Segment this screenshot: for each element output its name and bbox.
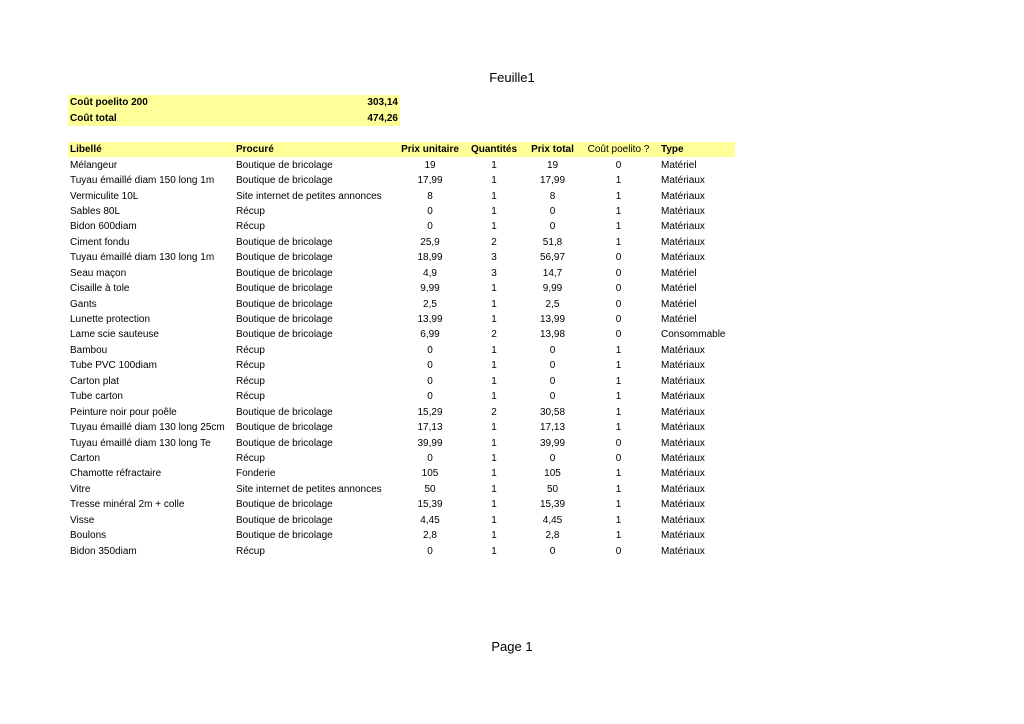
cell-type: Matériaux [661,375,705,387]
cell-prix-total: 0 [549,375,556,387]
cell-quantites: 1 [491,190,497,202]
summary-value: 303,14 [360,95,400,111]
summary-row [68,95,400,111]
cell-libelle: Lame scie sauteuse [70,329,159,341]
cell-libelle: Vitre [70,483,91,495]
cell-cout-poelito: 0 [615,329,622,341]
cell-cout-poelito: 1 [615,344,622,356]
cell-quantites: 2 [491,329,497,341]
cell-libelle: Seau maçon [70,267,127,279]
cell-cout-poelito: 1 [615,406,622,418]
cell-prix-total: 14,7 [542,267,563,279]
cell-libelle: Tresse minéral 2m + colle [70,499,185,511]
col-header-procure: Procuré [234,142,399,157]
cell-libelle: Tuyau émaillé diam 130 long Te [70,437,211,449]
cell-type: Matériaux [661,530,705,542]
cell-type: Matériaux [661,437,705,449]
cell-quantites: 1 [491,283,497,295]
table-row [68,343,735,358]
cell-procure: Boutique de bricolage [236,314,333,326]
cell-type: Matériel [661,267,697,279]
sheet-title: Feuille1 [489,70,535,85]
table-row [68,497,735,512]
cell-procure: Boutique de bricolage [236,406,333,418]
table-row [68,281,735,296]
cell-prix-total: 0 [549,391,556,403]
cell-quantites: 1 [491,175,497,187]
cell-cout-poelito: 1 [615,499,622,511]
cell-prix-total: 2,8 [545,530,560,542]
table-row [68,312,735,327]
cell-prix-total: 15,39 [539,499,566,511]
cell-quantites: 2 [491,236,497,248]
cell-prix-unitaire: 6,99 [420,329,440,341]
cell-type: Consommable [661,329,726,341]
cell-cout-poelito: 1 [615,175,622,187]
cell-prix-unitaire: 50 [424,483,436,495]
cell-quantites: 1 [491,437,497,449]
cell-type: Matériaux [661,221,705,233]
cell-libelle: Tuyau émaillé diam 130 long 25cm [70,422,225,434]
cell-procure: Récup [236,545,265,557]
cell-procure: Récup [236,391,265,403]
cell-prix-unitaire: 18,99 [417,252,443,264]
cell-cout-poelito: 0 [615,545,622,557]
cell-prix-total: 56,97 [539,252,566,264]
cell-quantites: 1 [491,314,497,326]
cell-prix-total: 105 [544,468,561,480]
cell-procure: Fonderie [236,468,276,480]
cell-cout-poelito: 1 [615,190,622,202]
cell-cout-poelito: 0 [615,252,622,264]
cell-prix-total: 50 [546,483,559,495]
cell-libelle: Peinture noir pour poêle [70,406,177,418]
cell-quantites: 1 [491,483,497,495]
cell-prix-unitaire: 0 [427,360,433,372]
cell-prix-unitaire: 0 [427,452,433,464]
cell-quantites: 3 [491,252,497,264]
cell-prix-total: 51,8 [542,236,563,248]
cell-type: Matériaux [661,406,705,418]
cell-prix-total: 0 [549,344,556,356]
cell-prix-unitaire: 4,45 [420,514,440,526]
cell-prix-unitaire: 0 [427,545,433,557]
cell-quantites: 1 [491,344,497,356]
cell-procure: Récup [236,221,265,233]
cell-prix-unitaire: 0 [427,205,433,217]
cell-prix-unitaire: 105 [421,468,439,480]
cell-procure: Boutique de bricolage [236,252,333,264]
cell-cout-poelito: 1 [615,514,622,526]
cell-prix-unitaire: 39,99 [417,437,443,449]
cell-procure: Boutique de bricolage [236,298,333,310]
cell-libelle: Chamotte réfractaire [70,468,162,480]
cell-prix-total: 17,99 [539,175,566,187]
summary-label: Coût poelito 200 [68,95,360,111]
cell-type: Matériaux [661,422,705,434]
cell-procure: Boutique de bricolage [236,236,333,248]
cell-prix-total: 0 [549,205,556,217]
cell-procure: Boutique de bricolage [236,159,333,171]
cell-quantites: 1 [491,530,497,542]
summary-label: Coût total [68,111,360,127]
cell-libelle: Bidon 350diam [70,545,137,557]
cell-procure: Boutique de bricolage [236,499,333,511]
table-row [68,204,735,219]
col-header-prix-total: Prix total [527,142,578,157]
cell-cout-poelito: 0 [615,298,622,310]
cell-prix-unitaire: 0 [427,375,433,387]
cell-libelle: Boulons [70,530,107,542]
cell-cout-poelito: 0 [615,267,622,279]
cell-prix-unitaire: 15,29 [417,406,443,418]
cell-cout-poelito: 0 [615,283,622,295]
cell-quantites: 1 [491,298,497,310]
col-header-prix-unitaire: Prix unitaire [399,142,461,157]
cell-procure: Boutique de bricolage [236,283,333,295]
cell-libelle: Bambou [70,344,108,356]
cell-type: Matériaux [661,483,705,495]
cell-prix-unitaire: 2,8 [423,530,437,542]
cell-prix-total: 0 [549,452,556,464]
cell-quantites: 1 [491,360,497,372]
cell-prix-total: 8 [549,190,556,202]
cell-type: Matériel [661,298,697,310]
cell-type: Matériel [661,314,697,326]
cell-procure: Boutique de bricolage [236,514,333,526]
table-row [68,404,735,419]
cell-type: Matériaux [661,545,705,557]
cell-cout-poelito: 1 [615,530,622,542]
cell-quantites: 1 [491,159,497,171]
cell-prix-unitaire: 4,9 [423,267,437,279]
table-row [68,451,735,466]
summary-table [68,95,400,126]
cell-cout-poelito: 0 [615,159,622,171]
table-row [68,188,735,203]
cell-type: Matériaux [661,391,705,403]
table-row [68,543,735,558]
summary-row [68,111,400,127]
cell-procure: Boutique de bricolage [236,175,333,187]
table-row [68,266,735,281]
cell-prix-total: 19 [546,159,559,171]
table-row [68,358,735,373]
header-row [68,142,735,157]
cell-type: Matériaux [661,360,705,372]
cell-type: Matériaux [661,344,705,356]
table-row [68,389,735,404]
cell-libelle: Lunette protection [70,314,151,326]
table-row [68,250,735,265]
cell-prix-total: 13,99 [539,314,566,326]
cell-cout-poelito: 1 [615,422,622,434]
cell-quantites: 1 [491,545,497,557]
cell-prix-total: 0 [549,221,556,233]
cell-prix-unitaire: 17,99 [417,175,443,187]
cell-cout-poelito: 1 [615,375,622,387]
cell-type: Matériaux [661,468,705,480]
cell-procure: Récup [236,375,265,387]
table-row [68,296,735,311]
cell-prix-unitaire: 15,39 [417,499,443,511]
table-row [68,157,735,172]
cell-procure: Boutique de bricolage [236,530,333,542]
table-row [68,173,735,188]
cell-cout-poelito: 0 [615,314,622,326]
table-row [68,528,735,543]
cell-prix-total: 0 [549,360,556,372]
cell-libelle: Tube carton [70,391,123,403]
cell-prix-unitaire: 13,99 [417,314,443,326]
cell-prix-unitaire: 25,9 [420,236,440,248]
cell-cout-poelito: 1 [615,221,622,233]
cell-type: Matériel [661,159,697,171]
cell-quantites: 1 [491,391,497,403]
page-footer: Page 1 [491,639,533,654]
cell-libelle: Carton [70,452,101,464]
cell-libelle: Tuyau émaillé diam 130 long 1m [70,252,215,264]
cell-procure: Récup [236,360,265,372]
cell-prix-unitaire: 2,5 [423,298,437,310]
table-row [68,219,735,234]
cell-procure: Boutique de bricolage [236,437,333,449]
cell-prix-unitaire: 9,99 [420,283,440,295]
cell-quantites: 1 [491,499,497,511]
cell-procure: Site internet de petites annonces [236,190,382,202]
cell-quantites: 1 [491,221,497,233]
cell-quantites: 2 [491,406,497,418]
cell-prix-unitaire: 19 [424,159,436,171]
cell-prix-total: 13,98 [539,329,566,341]
cell-prix-unitaire: 17,13 [417,422,443,434]
cell-prix-total: 0 [549,545,556,557]
cell-prix-unitaire: 8 [427,190,433,202]
table-row [68,235,735,250]
cell-prix-total: 17,13 [539,422,566,434]
table-row [68,435,735,450]
table-row [68,482,735,497]
cell-prix-total: 39,99 [539,437,566,449]
cell-quantites: 3 [491,267,497,279]
cell-quantites: 1 [491,205,497,217]
cell-libelle: Cisaille à tole [70,283,130,295]
cell-prix-unitaire: 0 [427,221,433,233]
cell-cout-poelito: 0 [615,437,622,449]
cell-quantites: 1 [491,468,497,480]
table-row [68,327,735,342]
cell-procure: Boutique de bricolage [236,329,333,341]
cell-type: Matériaux [661,175,705,187]
cell-procure: Site internet de petites annonces [236,483,382,495]
cell-quantites: 1 [491,422,497,434]
items-table-body [68,157,735,558]
table-row [68,420,735,435]
col-header-quantites: Quantités [461,142,527,157]
cell-libelle: Tube PVC 100diam [70,360,157,372]
cell-cout-poelito: 1 [615,360,622,372]
cell-libelle: Sables 80L [70,205,121,217]
col-header-type: Type [659,142,735,157]
table-row [68,513,735,528]
cell-procure: Récup [236,452,265,464]
cell-cout-poelito: 1 [615,236,622,248]
cell-type: Matériaux [661,205,705,217]
cell-type: Matériaux [661,499,705,511]
cell-prix-total: 4,45 [542,514,563,526]
cell-libelle: Gants [70,298,97,310]
cell-prix-total: 30,58 [539,406,566,418]
cell-prix-unitaire: 0 [427,344,433,356]
cell-type: Matériaux [661,252,705,264]
cell-quantites: 1 [491,375,497,387]
cell-cout-poelito: 1 [615,205,622,217]
cell-cout-poelito: 0 [615,452,622,464]
cell-type: Matériel [661,283,697,295]
cell-procure: Récup [236,205,265,217]
cell-quantites: 1 [491,452,497,464]
cell-procure: Boutique de bricolage [236,422,333,434]
cell-quantites: 1 [491,514,497,526]
cell-cout-poelito: 1 [615,468,622,480]
cell-prix-total: 2,5 [545,298,560,310]
cell-cout-poelito: 1 [615,483,622,495]
cell-procure: Boutique de bricolage [236,267,333,279]
cell-libelle: Tuyau émaillé diam 150 long 1m [70,175,215,187]
cell-type: Matériaux [661,514,705,526]
cell-libelle: Carton plat [70,375,119,387]
cell-libelle: Ciment fondu [70,236,130,248]
cell-prix-total: 9,99 [542,283,563,295]
cell-libelle: Vermiculite 10L [70,190,139,202]
cell-libelle: Visse [70,514,95,526]
cell-libelle: Bidon 600diam [70,221,137,233]
cell-type: Matériaux [661,452,705,464]
table-row [68,374,735,389]
table-row [68,466,735,481]
cell-prix-unitaire: 0 [427,391,433,403]
cell-cout-poelito: 1 [615,391,622,403]
cell-type: Matériaux [661,236,705,248]
cell-procure: Récup [236,344,265,356]
summary-value: 474,26 [360,111,400,127]
col-header-cout-poelito: Coût poelito ? [578,142,659,157]
items-table [68,142,735,559]
col-header-libelle: Libellé [68,142,234,157]
cell-libelle: Mélangeur [70,159,118,171]
cell-type: Matériaux [661,190,705,202]
